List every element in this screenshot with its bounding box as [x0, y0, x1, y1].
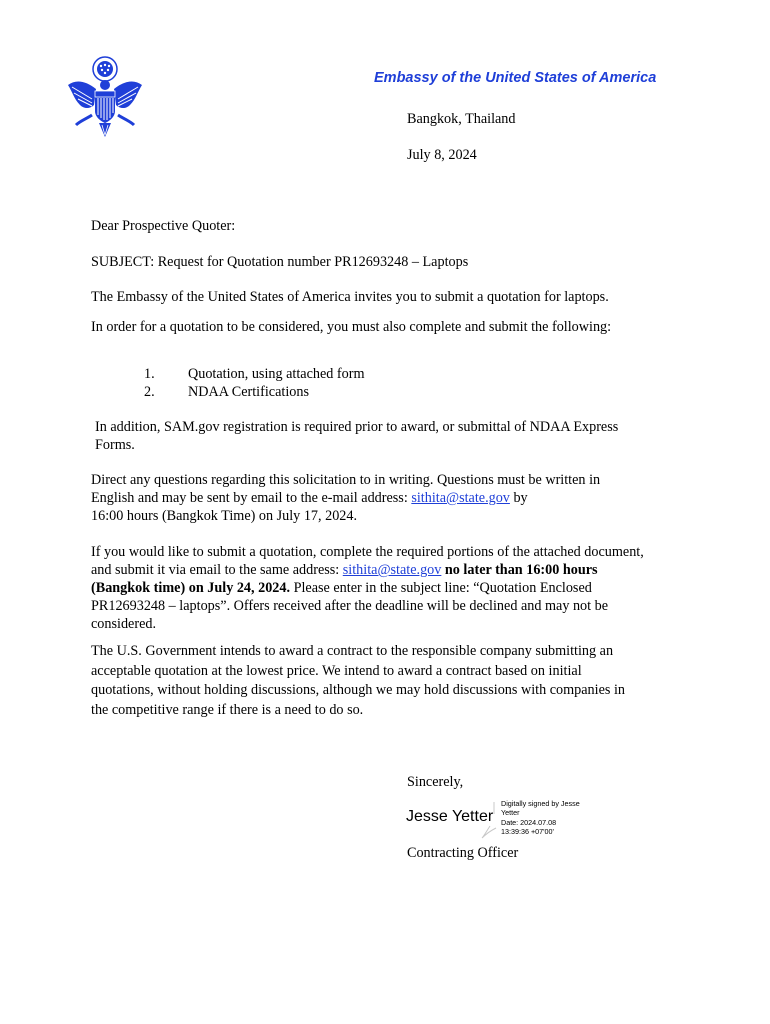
submit-line-4: PR12693248 – laptops”. Offers received after the deadline will be declined and may not be — [91, 598, 609, 614]
submit-line-2-text: and submit it via email to the same address: — [91, 562, 343, 578]
submit-deadline-bold: no later than 16:00 hours — [441, 562, 598, 578]
list-item — [144, 365, 365, 383]
award-paragraph — [91, 642, 691, 720]
intro-paragraph: The Embassy of the United States of America invites you to submit a quotation for laptops. — [91, 289, 609, 305]
signature-name: Jesse Yetter — [406, 808, 494, 825]
award-line-1: The U.S. Government intends to award a contract to the responsible company submitting an — [91, 643, 614, 659]
submit-line-3 — [91, 579, 691, 597]
questions-line-2 — [91, 489, 691, 507]
submit-line-3-text: Please enter in the subject line: “Quotation Enclosed — [290, 580, 592, 596]
award-line-4: the competitive range if there is a need to do so. — [91, 701, 364, 718]
list-item-number: 2. — [144, 384, 155, 400]
questions-line-3: 16:00 hours (Bangkok Time) on July 17, 2024. — [91, 508, 358, 524]
questions-line-2-text: English and may be sent by email to the e-mail address: — [91, 490, 412, 506]
sam-line-2: Forms. — [95, 437, 135, 453]
questions-paragraph — [91, 471, 691, 525]
submit-line-1: If you would like to submit a quotation, complete the required portions of the attached document, — [91, 544, 644, 560]
sam-paragraph — [95, 418, 695, 454]
list-item-text: Quotation, using attached form — [188, 366, 365, 382]
signatory-title: Contracting Officer — [407, 845, 519, 861]
digital-signature-icon — [478, 800, 502, 840]
questions-line-2-tail: by — [509, 490, 528, 506]
questions-line-1: Direct any questions regarding this solicitation to in writing. Questions must be written in — [91, 472, 601, 488]
signature-detail-time: 13:39:36 +07'00' — [501, 827, 554, 837]
letter-date: July 8, 2024 — [407, 147, 477, 163]
signature-detail-line: Yetter — [501, 808, 520, 818]
closing: Sincerely, — [407, 774, 464, 790]
sam-line-1: In addition, SAM.gov registration is required prior to award, or submittal of NDAA Express — [95, 419, 619, 435]
salutation: Dear Prospective Quoter: — [91, 218, 236, 234]
submit-line-2 — [91, 561, 691, 579]
email-link[interactable]: sithita@state.gov — [342, 562, 442, 578]
signature-detail-date: Date: 2024.07.08 — [501, 817, 557, 827]
letter-location: Bangkok, Thailand — [407, 111, 516, 127]
list-item-number: 1. — [144, 366, 155, 382]
award-line-2: acceptable quotation at the lowest price. We intend to award a contract based on initial — [91, 662, 582, 679]
award-line-3: quotations, without holding discussions, although we may hold discussions with companies in — [91, 682, 625, 698]
submit-line-5: considered. — [91, 616, 157, 632]
submit-paragraph — [91, 543, 691, 633]
requirements-intro: In order for a quotation to be considered, you must also complete and submit the following: — [91, 319, 612, 335]
subject-line: SUBJECT: Request for Quotation number PR12693248 – Laptops — [91, 254, 469, 270]
list-item — [144, 383, 365, 401]
embassy-title: Embassy of the United States of America — [374, 70, 657, 86]
requirements-list — [144, 365, 365, 401]
submit-deadline-date: (Bangkok time) on July 24, 2024. — [91, 580, 291, 596]
great-seal-icon — [66, 55, 144, 139]
signature-detail-line: Digitally signed by Jesse — [501, 799, 580, 808]
digital-signature-details — [501, 799, 596, 837]
list-item-text: NDAA Certifications — [188, 384, 309, 400]
email-link[interactable]: sithita@state.gov — [411, 490, 510, 506]
